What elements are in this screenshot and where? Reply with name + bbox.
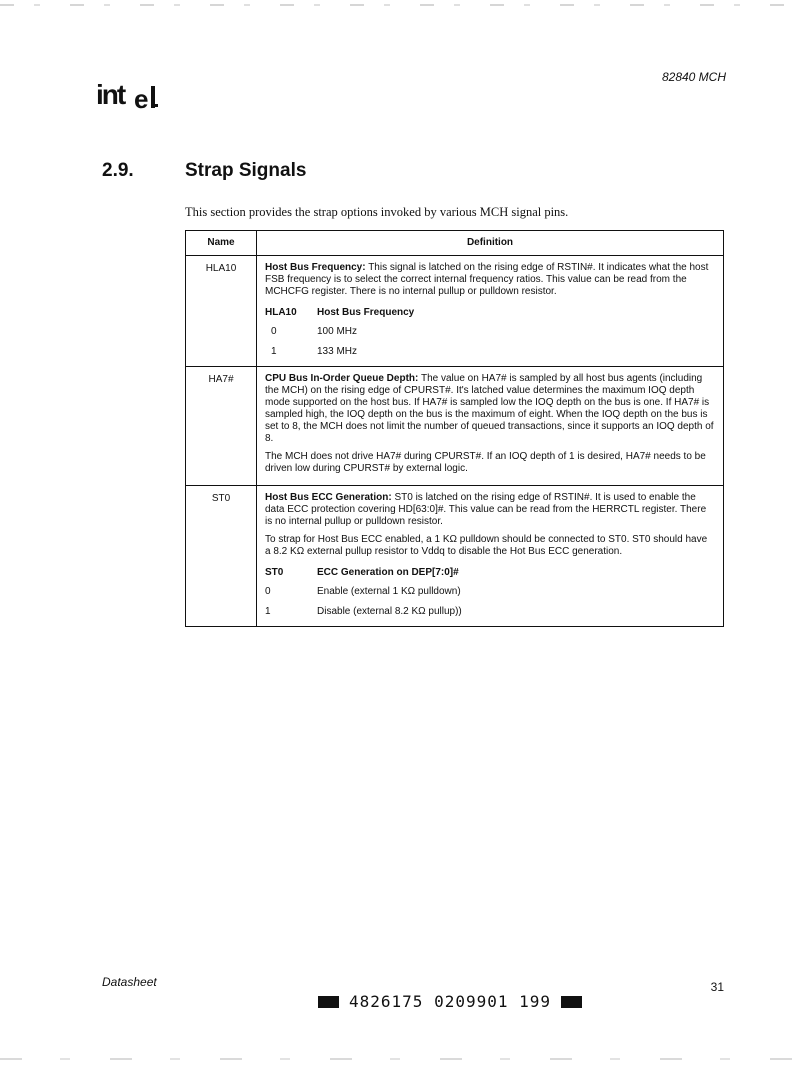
- column-header-definition: Definition: [257, 231, 724, 256]
- signal-name: ST0: [186, 486, 257, 627]
- signal-definition: [257, 486, 724, 627]
- strap-option-row: [265, 322, 715, 342]
- option-value: 1: [265, 606, 271, 617]
- barcode-block-left: [318, 996, 339, 1008]
- signal-definition: [257, 256, 724, 367]
- definition-text: This signal is latched on the rising edge of RSTIN#. It indicates what the host FSB frequency is to select the correct internal frequency ratios. This value can be read from the MCHCFG register. There is no internal pullup or pulldown resistor.: [265, 262, 709, 297]
- strap-option-row: [265, 602, 715, 622]
- option-header-signal: HLA10: [265, 307, 297, 318]
- strap-option-row: [265, 582, 715, 602]
- table-row-st0: [186, 486, 724, 627]
- strap-option-row: [265, 342, 715, 362]
- section-intro: This section provides the strap options invoked by various MCH signal pins.: [185, 205, 569, 219]
- definition-paragraph-2: The MCH does not drive HA7# during CPURST#. If an IOQ depth of 1 is desired, HA7# needs to be driven low during CPURST# by external logic.: [265, 451, 706, 474]
- option-meaning: 100 MHz: [317, 326, 358, 337]
- strap-option-table: [265, 564, 715, 622]
- scan-barcode: [318, 992, 582, 1011]
- option-meaning: 133 MHz: [317, 346, 358, 357]
- signal-name: HLA10: [186, 256, 257, 367]
- table-header-row: [186, 231, 724, 256]
- scan-artifact-bottom: [0, 1058, 799, 1060]
- scan-artifact-top: [0, 4, 799, 6]
- table-row-hla10: [186, 256, 724, 367]
- definition-paragraph-2: To strap for Host Bus ECC enabled, a 1 KΩ pulldown should be connected to ST0. ST0 should have a 8.2 KΩ external pullup resistor to Vddq to disable the Hot Bus ECC generation.: [265, 534, 708, 557]
- definition-lead: Host Bus ECC Generation:: [265, 492, 392, 503]
- page-number: 31: [710, 980, 724, 994]
- definition-paragraph: [265, 492, 715, 528]
- footer-datasheet-label: Datasheet: [102, 975, 157, 989]
- definition-paragraph: [265, 262, 715, 298]
- table-row-ha7: [186, 367, 724, 486]
- option-value: 0: [265, 586, 271, 597]
- option-value: 1: [271, 346, 277, 357]
- signal-name: HA7#: [186, 367, 257, 486]
- option-value: 0: [271, 326, 277, 337]
- barcode-block-right: [561, 996, 582, 1008]
- svg-text:e: e: [134, 84, 149, 114]
- option-header-signal: ST0: [265, 567, 284, 578]
- strap-signals-table: [185, 230, 724, 627]
- strap-option-table: [265, 304, 715, 362]
- column-header-name: Name: [186, 231, 257, 256]
- section-title: Strap Signals: [185, 160, 307, 181]
- option-meaning: Disable (external 8.2 KΩ pullup)): [317, 606, 462, 617]
- svg-text:int: int: [96, 79, 125, 110]
- definition-paragraph: [265, 373, 715, 445]
- definition-text: The value on HA7# is sampled by all host bus agents (including the MCH) on the rising edge of CPURST#. It's latched value determines the maximum IOQ depth mode supported on the host bus. If HA7# is sampled low the IOQ depth on the bus is one. If HA7# is sampled high, the IOQ depth on the bus is the maximum of eight. When the IOQ depth on the bus is set to 8, the MCH does not limit the number of queued transactions, since it supports an IOQ depth of 8.: [265, 373, 714, 444]
- option-header-meaning: ECC Generation on DEP[7:0]#: [317, 567, 459, 578]
- option-meaning: Enable (external 1 KΩ pulldown): [317, 586, 461, 597]
- definition-lead: CPU Bus In-Order Queue Depth:: [265, 373, 419, 384]
- strap-option-header: [265, 304, 715, 322]
- definition-lead: Host Bus Frequency:: [265, 262, 366, 273]
- barcode-text: 4826175 0209901 199: [349, 992, 552, 1011]
- option-header-meaning: Host Bus Frequency: [317, 307, 415, 318]
- section-number: 2.9.: [102, 160, 134, 181]
- intel-logo: [96, 78, 160, 114]
- definition-text: ST0 is latched on the rising edge of RSTIN#. It is used to enable the data ECC protection covering HD[63:0]#. This value can be read from the HERRCTL register. There is no internal pullup or pulldown resistor.: [265, 492, 707, 527]
- document-title: 82840 MCH: [661, 70, 726, 84]
- signal-definition: [257, 367, 724, 486]
- strap-option-header: [265, 564, 715, 582]
